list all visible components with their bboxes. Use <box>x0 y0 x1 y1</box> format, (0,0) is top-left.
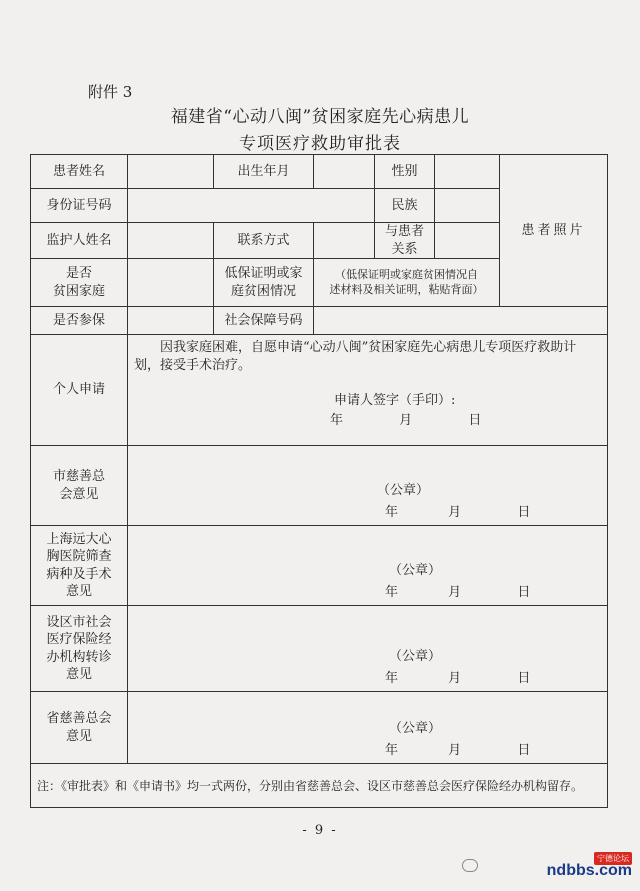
date-day: 日 <box>517 584 531 600</box>
date-day: 日 <box>517 504 531 520</box>
personal-application-label: 个人申请 <box>31 335 128 446</box>
document-title-line1: 福建省“心动八闽”贫困家庭先心病患儿 <box>170 107 470 127</box>
contact-field[interactable] <box>314 223 375 259</box>
date-day: 日 <box>517 670 531 686</box>
contact-label: 联系方式 <box>214 223 314 259</box>
insurance-label-line3: 办机构转诊 <box>46 649 112 665</box>
gender-field[interactable] <box>435 155 500 189</box>
city-charity-opinion-cell[interactable] <box>128 446 608 526</box>
patient-photo-label: 患者照片 <box>521 222 586 238</box>
guardian-name-field[interactable] <box>128 223 214 259</box>
annex-label: 附件 3 <box>88 83 133 101</box>
gender-label: 性别 <box>375 155 435 189</box>
site-watermark <box>462 852 632 882</box>
low-income-label-line2: 庭贫困情况 <box>230 283 296 299</box>
date-month: 月 <box>399 412 413 428</box>
city-charity-label <box>31 446 128 526</box>
relation-label-line2: 关系 <box>391 241 418 257</box>
insured-field[interactable] <box>128 307 214 335</box>
patient-name-label: 患者姓名 <box>31 155 128 189</box>
province-charity-date <box>131 742 604 760</box>
date-month: 月 <box>448 504 462 520</box>
city-charity-label-line1: 市慈善总 <box>52 469 105 485</box>
insurance-label-line4: 意见 <box>65 667 92 683</box>
date-year: 年 <box>385 670 399 686</box>
insured-label: 是否参保 <box>31 307 128 335</box>
date-month: 月 <box>448 584 462 600</box>
province-charity-seal: （公章） <box>389 721 442 736</box>
wechat-watermark <box>462 858 481 872</box>
date-month: 月 <box>448 670 462 686</box>
low-income-label <box>214 259 314 307</box>
hospital-label-line1: 上海远大心 <box>46 531 112 547</box>
city-charity-label-line2: 会意见 <box>59 486 99 502</box>
approval-form-table <box>30 154 608 808</box>
social-security-label: 社会保障号码 <box>214 307 314 335</box>
chat-icon <box>462 859 478 872</box>
id-number-field[interactable] <box>128 189 375 223</box>
date-year: 年 <box>385 504 399 520</box>
poor-family-field[interactable] <box>128 259 214 307</box>
poor-family-label-line2: 贫困家庭 <box>52 283 105 299</box>
document-title-line2: 专项医疗救助审批表 <box>239 134 401 154</box>
social-security-field[interactable] <box>314 307 608 335</box>
hospital-label-line2: 胸医院筛查 <box>46 549 112 565</box>
patient-photo-area <box>500 155 608 307</box>
insurance-label-line2: 医疗保险经 <box>46 632 112 648</box>
poor-family-label-line1: 是否 <box>65 266 92 282</box>
birth-date-label: 出生年月 <box>214 155 314 189</box>
date-year: 年 <box>385 742 399 758</box>
ethnicity-label: 民族 <box>375 189 435 223</box>
hospital-label-line3: 病种及手术 <box>46 566 112 582</box>
date-month: 月 <box>448 742 462 758</box>
relation-label <box>375 223 435 259</box>
insurance-opinion-label <box>31 606 128 692</box>
id-number-label: 身份证号码 <box>31 189 128 223</box>
insurance-date <box>131 670 604 688</box>
relation-label-line1: 与患者 <box>384 224 424 239</box>
province-charity-label <box>31 692 128 764</box>
hospital-date <box>131 584 604 602</box>
applicant-sign-label: 申请人签字（手印）: <box>334 393 456 409</box>
application-text: 因我家庭困难，自愿申请“心动八闽”贫困家庭先心病患儿专项医疗救助计划，接受手术治疗。 <box>134 340 577 373</box>
watermark-badge: 宁德论坛 <box>594 852 632 865</box>
patient-name-field[interactable] <box>128 155 214 189</box>
insurance-label-line1: 设区市社会 <box>46 614 112 630</box>
applicant-sign-line <box>128 392 607 410</box>
birth-date-field[interactable] <box>314 155 375 189</box>
hospital-opinion-label <box>31 526 128 606</box>
date-day: 日 <box>517 742 531 758</box>
date-day: 日 <box>468 412 482 428</box>
relation-field[interactable] <box>435 223 500 259</box>
guardian-name-label: 监护人姓名 <box>31 223 128 259</box>
low-income-note-line1: （低保证明或家庭贫困情况自 <box>335 267 478 281</box>
province-charity-opinion-cell[interactable] <box>128 692 608 764</box>
ethnicity-field[interactable] <box>435 189 500 223</box>
form-note: 注：《审批表》和《申请书》均一式两份，分别由省慈善总会、设区市慈善总会医疗保险经办机构留存。 <box>31 764 608 808</box>
low-income-label-line1: 低保证明或家 <box>224 266 303 282</box>
province-charity-label-line2: 意见 <box>65 728 92 744</box>
hospital-opinion-cell[interactable] <box>128 526 608 606</box>
hospital-label-line4: 意见 <box>65 584 92 600</box>
application-date <box>128 412 607 430</box>
date-year: 年 <box>385 584 399 600</box>
watermark-site-name: ndbbs.com <box>546 862 632 879</box>
page-number: - 9 - <box>302 823 338 838</box>
insurance-seal: （公章） <box>389 649 442 664</box>
city-charity-seal: （公章） <box>377 483 430 498</box>
date-year: 年 <box>330 412 344 428</box>
city-charity-date <box>131 504 604 522</box>
hospital-seal: （公章） <box>389 563 442 578</box>
poor-family-label <box>31 259 128 307</box>
low-income-note <box>314 259 500 307</box>
personal-application-cell[interactable] <box>128 335 608 446</box>
province-charity-label-line1: 省慈善总会 <box>46 711 112 727</box>
low-income-note-line2: 述材料及相关证明，粘贴背面） <box>329 282 484 296</box>
insurance-opinion-cell[interactable] <box>128 606 608 692</box>
